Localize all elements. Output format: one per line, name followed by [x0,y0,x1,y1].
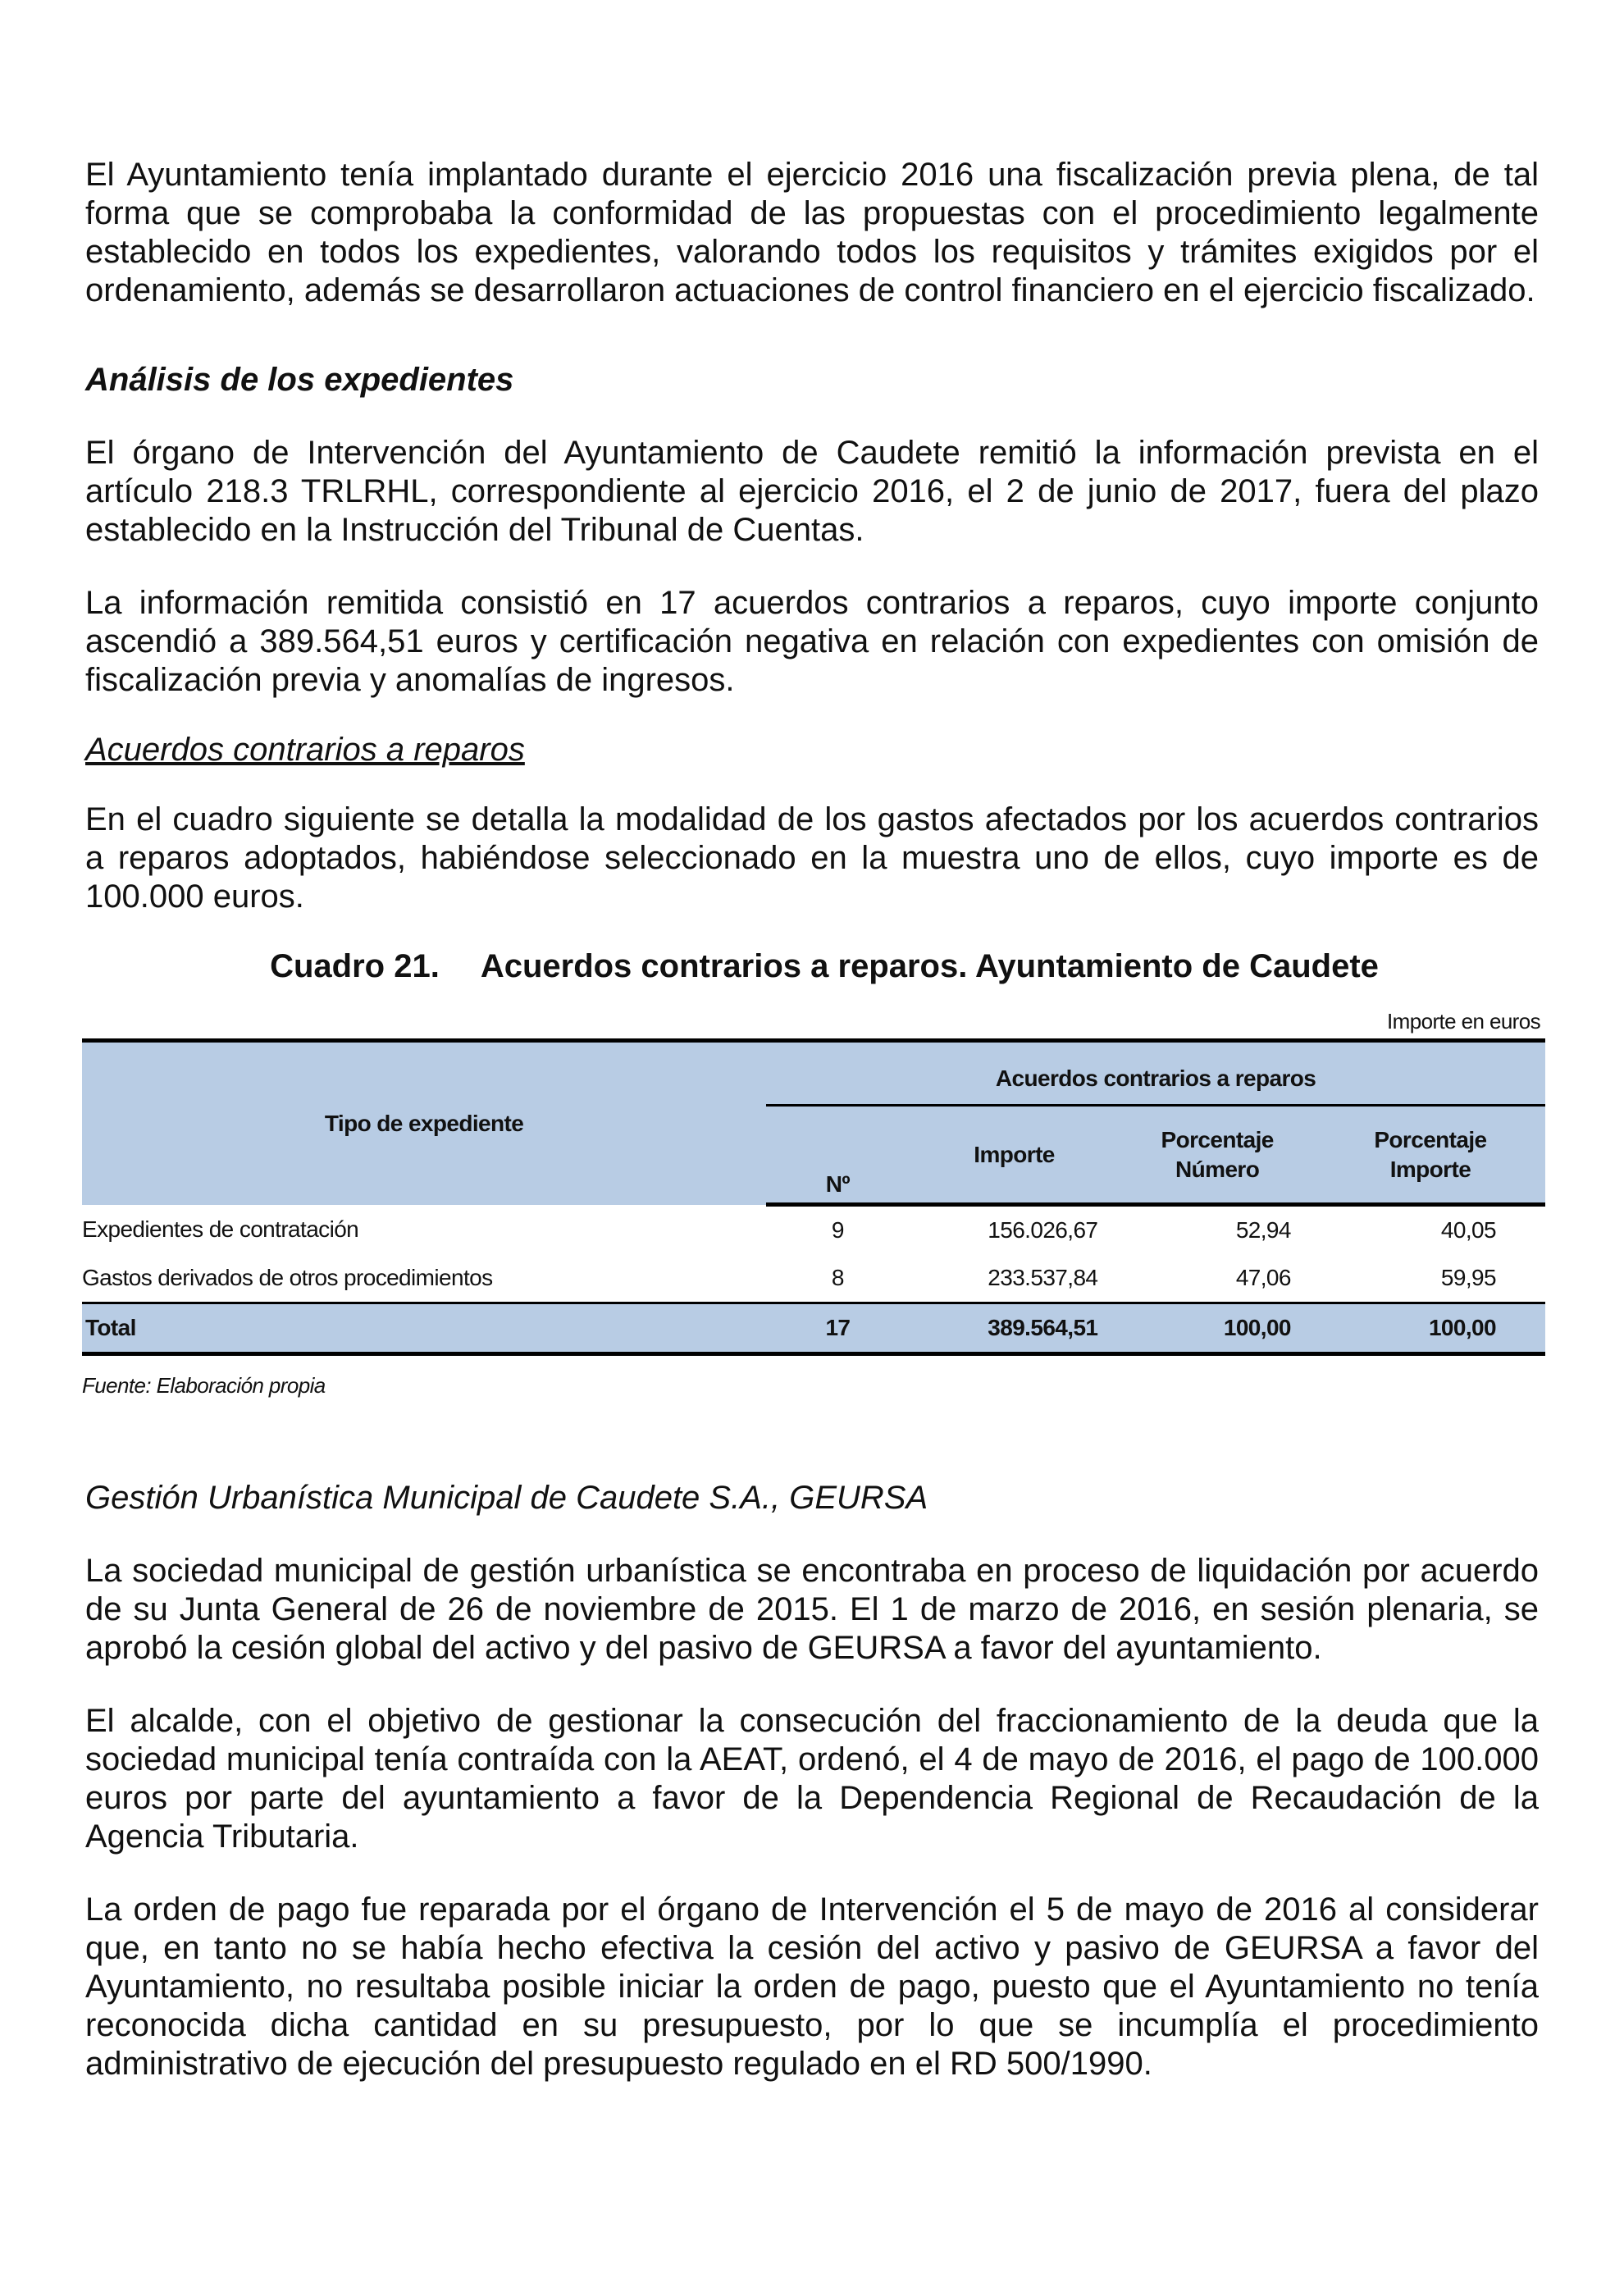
cell-pct-importe: 59,95 [1440,1265,1496,1290]
unit-note: Importe en euros [1387,1009,1540,1034]
cell-importe: 233.537,84 [988,1265,1098,1290]
table-title: Acuerdos contrarios a reparos. Ayuntamiento de Caudete [480,948,1379,984]
cell-pct-numero: 52,94 [1235,1217,1291,1243]
header-importe: Importe [910,1106,1120,1205]
header-pct-importe [1316,1106,1545,1205]
acuerdos-table [82,1038,1545,1356]
table-total-row [82,1303,1545,1354]
header-pct-numero-text: Porcentaje Número [1161,1126,1274,1182]
header-n: Nº [766,1106,910,1205]
header-acuerdos-group: Acuerdos contrarios a reparos [766,1041,1545,1106]
cell-pct-importe: 40,05 [1440,1217,1496,1243]
table-row [82,1205,1545,1255]
cell-pct-numero: 47,06 [1235,1265,1291,1290]
table-block [82,1007,1545,1400]
header-pct-numero [1119,1106,1315,1205]
heading-acuerdos-contrarios: Acuerdos contrarios a reparos [85,732,525,768]
paragraph-sociedad-municipal: La sociedad municipal de gestión urbanística se encontraba en proceso de liquidación por acuerdo de su Junta General de 26 de noviembre de 2015. El 1 de marzo de 2016, en sesión plenaria, se aprobó la cesión global del activo y del pasivo de GEURSA a favor del ayuntamiento. [85,1553,1539,1666]
table-source: Fuente: Elaboración propia [82,1373,326,1398]
heading-geursa: Gestión Urbanística Municipal de Caudete S.A., GEURSA [85,1480,928,1516]
paragraph-cuadro-siguiente: En el cuadro siguiente se detalla la modalidad de los gastos afectados por los acuerdos contrarios a reparos adoptados, habiéndose seleccionado en la muestra uno de ellos, cuyo importe es de 100.000 euros. [85,801,1539,915]
total-tipo: Total [82,1303,766,1354]
cell-tipo: Expedientes de contratación [82,1216,359,1242]
cell-tipo: Gastos derivados de otros procedimientos [82,1265,493,1290]
total-pct-importe: 100,00 [1316,1303,1545,1354]
paragraph-orden-pago: La orden de pago fue reparada por el órgano de Intervención el 5 de mayo de 2016 al considerar que, en tanto no se había hecho efectiva la cesión del activo y pasivo de GEURSA a favor del Ayuntamiento, no resultaba posible iniciar la orden de pago, puesto que el Ayuntamiento no tenía reconocida dicha cantidad en su presupuesto, por lo que se incumplía el procedimiento administrativo de ejecución del presupuesto regulado en el RD 500/1990. [85,1891,1539,2082]
paragraph-alcalde: El alcalde, con el objetivo de gestionar la consecución del fraccionamiento de la deuda que la sociedad municipal tenía contraída con la AEAT, ordenó, el 4 de mayo de 2016, el pago de 100.000 euros por parte del ayuntamiento a favor de la Dependencia Regional de Recaudación de la Agencia Tributaria. [85,1703,1539,1855]
total-n: 17 [766,1303,910,1354]
table-row [82,1254,1545,1303]
table-number: Cuadro 21. [270,948,440,984]
header-pct-importe-text: Porcentaje Importe [1374,1126,1487,1182]
header-tipo-expediente: Tipo de expediente [82,1041,766,1205]
paragraph-informacion-remitida: La información remitida consistió en 17 acuerdos contrarios a reparos, cuyo importe conjunto ascendió a 389.564,51 euros y certificación negativa en relación con expedientes con omisión de fiscalización previa y anomalías de ingresos. [85,585,1539,698]
cell-importe: 156.026,67 [988,1217,1098,1243]
cell-n: 9 [831,1217,844,1243]
cell-n: 8 [831,1265,844,1290]
table-caption [85,947,1539,986]
heading-analisis-expedientes: Análisis de los expedientes [85,362,514,398]
total-pct-numero: 100,00 [1119,1303,1315,1354]
paragraph-organo-intervencion: El órgano de Intervención del Ayuntamiento de Caudete remitió la información prevista en el artículo 218.3 TRLRHL, correspondiente al ejercicio 2016, el 2 de junio de 2017, fuera del plazo establecido en la Instrucción del Tribunal de Cuentas. [85,435,1539,548]
paragraph-fiscalizacion: El Ayuntamiento tenía implantado durante el ejercicio 2016 una fiscalización previa plena, de tal forma que se comprobaba la conformidad de las propuestas con el procedimiento legalmente establecido en todos los expedientes, valorando todos los requisitos y trámites exigidos por el ordenamiento, además se desarrollaron actuaciones de control financiero en el ejercicio fiscalizado. [85,157,1539,308]
total-importe: 389.564,51 [910,1303,1120,1354]
document-page [82,156,1540,2083]
